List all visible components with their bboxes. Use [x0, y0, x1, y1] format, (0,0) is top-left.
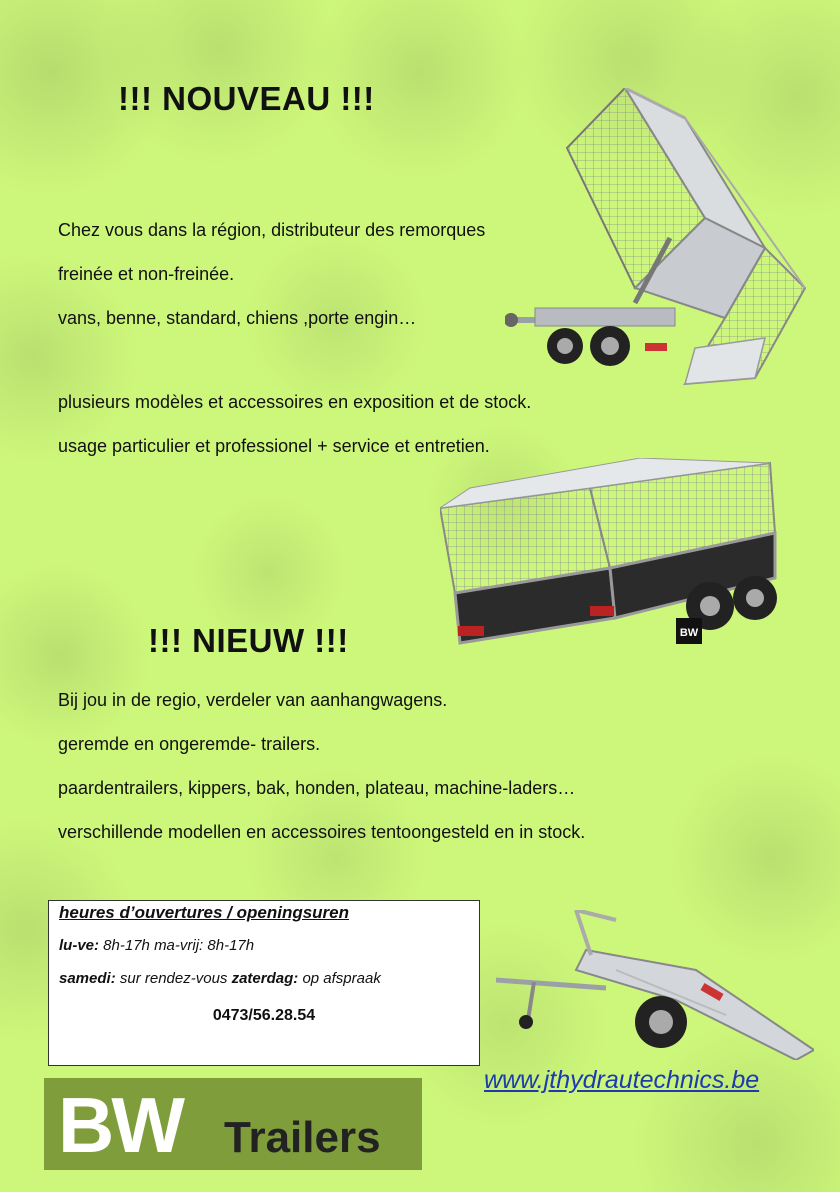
- weekday-hours: [59, 937, 469, 954]
- weekday-nl-label: ma-vrij:: [154, 937, 204, 954]
- phone-number: 0473/56.28.54: [212, 1007, 316, 1024]
- opening-hours-box: [48, 900, 480, 1066]
- french-description: [58, 208, 485, 340]
- saturday-nl-label: zaterdag:: [231, 970, 299, 987]
- text-line: usage particulier et professionel + service et entretien.: [58, 436, 490, 456]
- text-line: paardentrailers, kippers, bak, honden, plateau, machine-laders…: [58, 778, 576, 798]
- text-line: Bij jou in de regio, verdeler van aanhangwagens.: [58, 690, 448, 710]
- text-line: verschillende modellen en accessoires tentoongesteld en in stock.: [58, 822, 586, 842]
- text-line: Chez vous dans la région, distributeur des remorques: [58, 220, 486, 240]
- logo-bw-text: BW: [58, 1081, 182, 1169]
- machine-trailer-image: [496, 910, 814, 1060]
- title-nieuw: !!! NIEUW !!!: [148, 622, 349, 659]
- cage-trailer-image: [440, 458, 780, 663]
- weekday-fr-value: 8h-17h: [99, 937, 155, 954]
- hours-title: heures d’ouvertures / openingsuren: [59, 903, 350, 922]
- logo-trailers-text: Trailers: [224, 1113, 381, 1162]
- dutch-description: [58, 678, 585, 854]
- saturday-fr-label: samedi:: [59, 970, 116, 987]
- saturday-fr-value: sur rendez-vous: [115, 970, 232, 987]
- weekday-nl-value: 8h-17h: [203, 937, 255, 954]
- weekday-fr-label: lu-ve:: [59, 937, 100, 954]
- tipper-trailer-image: [505, 88, 825, 388]
- text-line: vans, benne, standard, chiens ,porte engin…: [58, 308, 417, 328]
- text-line: plusieurs modèles et accessoires en exposition et de stock.: [58, 392, 532, 412]
- saturday-nl-value: op afspraak: [298, 970, 381, 987]
- french-description-2: [58, 380, 531, 468]
- saturday-hours: [59, 970, 469, 987]
- bw-trailers-logo: [44, 1078, 422, 1170]
- text-line: freinée et non-freinée.: [58, 264, 235, 284]
- text-line: geremde en ongeremde- trailers.: [58, 734, 321, 754]
- trailer-badge: BW: [679, 627, 699, 639]
- website-link[interactable]: www.jthydrautechnics.be: [484, 1066, 760, 1094]
- title-nouveau: !!! NOUVEAU !!!: [118, 80, 375, 117]
